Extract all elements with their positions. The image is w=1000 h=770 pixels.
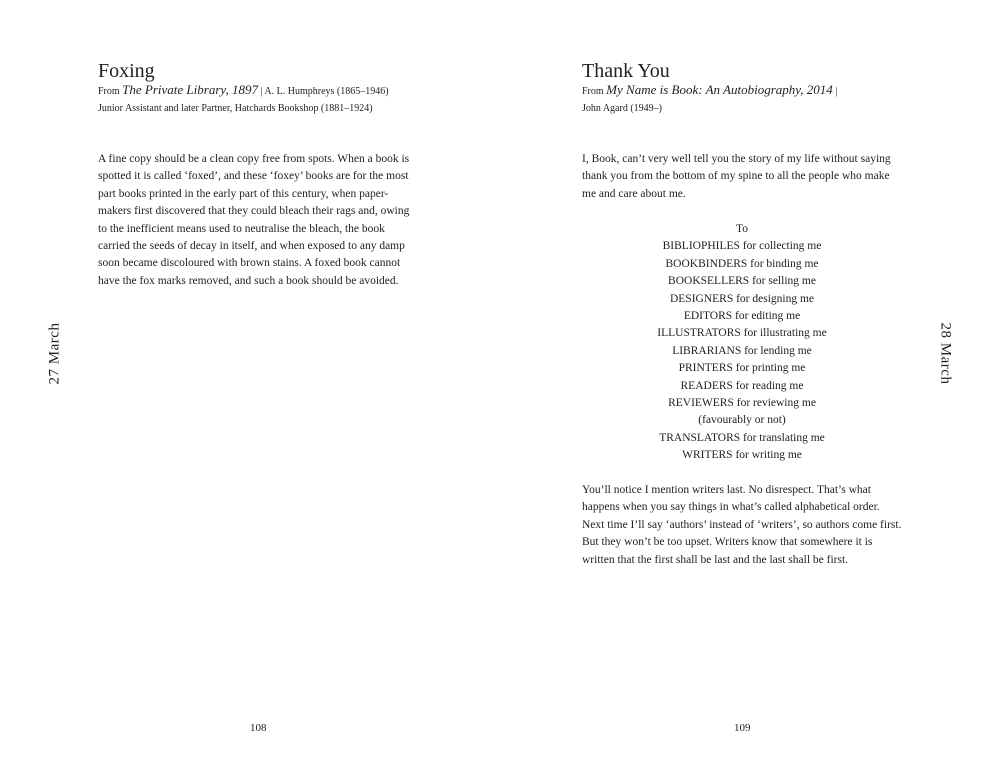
dedication-line: READERS for reading me: [680, 379, 804, 392]
entry-intro: [582, 151, 912, 203]
dedication-line: (favourably or not): [698, 414, 786, 427]
side-date: 28 March: [937, 322, 954, 385]
dedication-line: BIBLIOPHILES for collecting me: [662, 240, 822, 253]
dedication-line: To: [736, 223, 748, 235]
entry-source: [582, 82, 912, 99]
source-work: My Name is Book: An Autobiography, 2014: [606, 82, 833, 97]
source-from: From: [98, 86, 120, 97]
body-line: makers first discovered that they could bleach their rags and, owing: [98, 205, 410, 218]
entry-title: Thank You: [582, 60, 670, 82]
body-line: But they won’t be too upset. Writers know that somewhere it is: [582, 536, 873, 549]
source-separator: |: [260, 86, 263, 97]
body-line: I, Book, can’t very well tell you the story of my life without saying: [582, 153, 891, 165]
source-work: The Private Library, 1897: [122, 82, 258, 97]
dedication-line: WRITERS for writing me: [682, 449, 802, 462]
entry-title: Foxing: [98, 60, 155, 82]
entry-closing: [582, 482, 912, 569]
body-line: happens when you say things in what’s called alphabetical order.: [582, 501, 880, 514]
body-line: A fine copy should be a clean copy free from spots. When a book is: [98, 153, 410, 165]
side-date: 27 March: [46, 322, 63, 385]
source-from: From: [582, 86, 604, 97]
dedication-line: ILLUSTRATORS for illustrating me: [657, 327, 827, 340]
body-line: to the inefficient means used to neutralise the bleach, the book: [98, 222, 385, 235]
source-author: A. L. Humphreys (1865–1946): [264, 86, 389, 97]
dedication-line: LIBRARIANS for lending me: [672, 344, 812, 357]
dedication-line: TRANSLATORS for translating me: [659, 431, 825, 444]
source-separator: |: [835, 86, 838, 97]
body-line: me and care about me.: [582, 187, 686, 200]
body-line: spotted it is called ‘foxed’, and these ‘foxey’ books are for the most: [98, 170, 409, 183]
dedication-line: DESIGNERS for designing me: [669, 292, 815, 305]
body-line: written that the first shall be last and the last shall be first.: [582, 553, 849, 566]
entry-body: [98, 151, 428, 290]
dedication-line: REVIEWERS for reviewing me: [668, 397, 816, 410]
dedication-line: PRINTERS for printing me: [678, 362, 806, 375]
page-number: 108: [250, 722, 267, 734]
source-author: John Agard (1949–): [582, 103, 662, 114]
dedication-list: [582, 221, 902, 465]
right-page: [500, 0, 1000, 770]
body-line: soon became discoloured with brown stains. A foxed book cannot: [98, 257, 401, 270]
body-line: Next time I’ll say ‘authors’ instead of ‘writers’, so authors come first.: [582, 518, 902, 531]
dedication-line: BOOKBINDERS for binding me: [665, 257, 819, 270]
entry-source: [98, 82, 498, 99]
body-line: thank you from the bottom of my spine to all the people who make: [582, 170, 890, 183]
source-role: Junior Assistant and later Partner, Hatchards Bookshop (1881–1924): [98, 103, 373, 114]
body-line: have the fox marks removed, and such a book should be avoided.: [98, 274, 399, 287]
dedication-line: BOOKSELLERS for selling me: [668, 275, 816, 288]
dedication-line: EDITORS for editing me: [683, 310, 801, 323]
page-number: 109: [734, 722, 751, 734]
body-line: carried the seeds of decay in itself, and when exposed to any damp: [98, 240, 405, 253]
body-line: part books printed in the early part of this century, when paper-: [98, 187, 389, 200]
body-line: You’ll notice I mention writers last. No disrespect. That’s what: [582, 484, 871, 496]
